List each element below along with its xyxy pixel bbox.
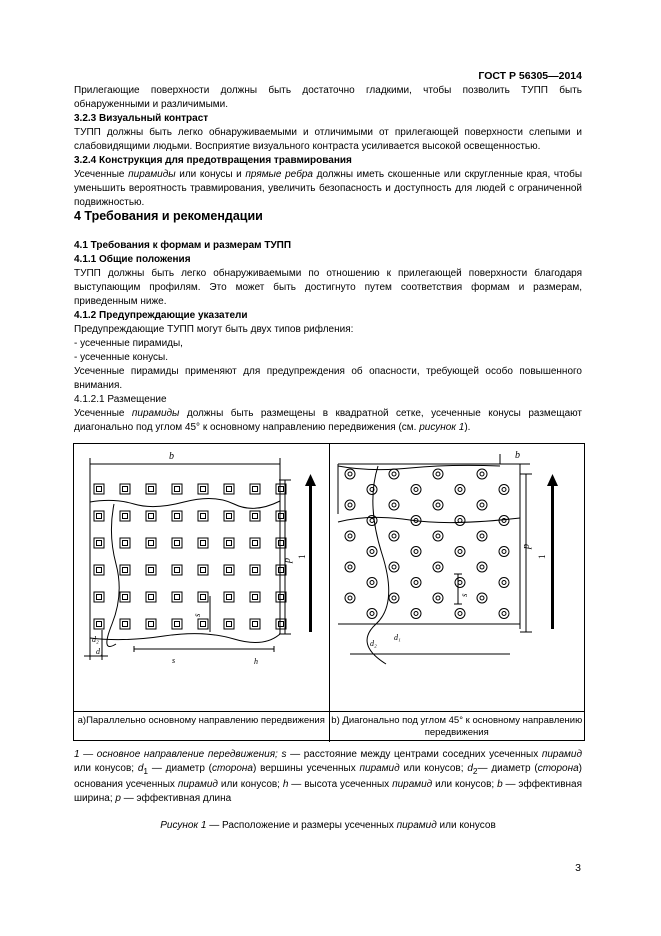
text-block-3 bbox=[74, 239, 582, 435]
pyramid-top bbox=[175, 568, 180, 573]
cone-base bbox=[367, 578, 377, 588]
cone-base bbox=[389, 562, 399, 572]
cone-base bbox=[433, 593, 443, 603]
cone-base bbox=[455, 578, 465, 588]
page-number: 3 bbox=[575, 862, 581, 874]
paragraph-general: ТУПП должны быть легко обнаруживаемыми по отношению к прилегающей поверхности благодаря выступающим профилям. Это может быть достигнуто путем соответствия формам и размерам, приведенным ниже. bbox=[74, 268, 582, 307]
cone-base bbox=[477, 531, 487, 541]
heading-4-1-2: 4.1.2 Предупреждающие указатели bbox=[74, 310, 248, 321]
pyramid-top bbox=[97, 595, 102, 600]
cone-top bbox=[370, 581, 374, 585]
pyramid-base bbox=[120, 592, 130, 602]
heading-4-1: 4.1 Требования к формам и размерам ТУПП bbox=[74, 240, 292, 251]
cone-base bbox=[367, 547, 377, 557]
cone-top bbox=[348, 565, 352, 569]
pyramid-base bbox=[250, 538, 260, 548]
pyramid-base bbox=[94, 484, 104, 494]
pyramid-base bbox=[94, 511, 104, 521]
pyramid-top bbox=[149, 514, 154, 519]
cone-base bbox=[345, 531, 355, 541]
heading-3-2-3: 3.2.3 Визуальный контраст bbox=[74, 113, 209, 124]
pyramid-top bbox=[123, 595, 128, 600]
pyramid-top bbox=[175, 514, 180, 519]
pyramid-top bbox=[123, 487, 128, 492]
figure-1 bbox=[73, 443, 585, 741]
cone-top bbox=[436, 565, 440, 569]
caption-a: а)Параллельно основному направлению передвижения bbox=[74, 712, 330, 742]
label-h: h bbox=[254, 657, 258, 666]
cone-top bbox=[348, 534, 352, 538]
cone-base bbox=[411, 578, 421, 588]
movement-direction-arrow bbox=[309, 484, 312, 632]
label-1-a: 1 bbox=[297, 554, 307, 559]
label-p-2: p bbox=[521, 544, 532, 549]
heading-4-1-1: 4.1.1 Общие положения bbox=[74, 254, 191, 265]
cone-top bbox=[502, 488, 506, 492]
pyramid-base bbox=[198, 538, 208, 548]
pyramid-top bbox=[123, 622, 128, 627]
cone-base bbox=[477, 469, 487, 479]
pyramid-top bbox=[253, 487, 258, 492]
pyramid-base bbox=[250, 511, 260, 521]
paragraph-pyramids-usage: Усеченные пирамиды применяют для предупреждения об опасности, требующей особо повышенного внимания. bbox=[74, 366, 582, 391]
pyramid-top bbox=[227, 568, 232, 573]
pyramid-top bbox=[227, 595, 232, 600]
pyramid-top bbox=[149, 541, 154, 546]
pyramid-base bbox=[146, 565, 156, 575]
cone-top bbox=[414, 612, 418, 616]
label-1-b: 1 bbox=[537, 554, 547, 559]
label-b-2: b bbox=[515, 450, 520, 461]
cone-top bbox=[348, 596, 352, 600]
cone-top bbox=[414, 488, 418, 492]
cone-top bbox=[502, 581, 506, 585]
pyramid-top bbox=[97, 487, 102, 492]
pyramid-top bbox=[97, 514, 102, 519]
pyramid-top bbox=[279, 622, 284, 627]
pyramid-base bbox=[120, 538, 130, 548]
list-item-cones: - усеченные конусы. bbox=[74, 352, 168, 363]
cone-base bbox=[499, 578, 509, 588]
pyramid-top bbox=[253, 541, 258, 546]
pyramid-base bbox=[94, 592, 104, 602]
pyramid-base bbox=[224, 592, 234, 602]
pyramid-top bbox=[201, 487, 206, 492]
text-block-2 bbox=[74, 209, 582, 223]
pyramid-base bbox=[250, 484, 260, 494]
pyramid-top bbox=[279, 595, 284, 600]
label-s-bottom: s bbox=[172, 656, 176, 665]
cone-base bbox=[499, 547, 509, 557]
cone-top bbox=[480, 472, 484, 476]
heading-3-2-4: 3.2.4 Конструкция для предотвращения травмирования bbox=[74, 155, 352, 166]
pyramid-top bbox=[149, 487, 154, 492]
paragraph-visual-contrast: ТУПП должны быть легко обнаруживаемыми и отличимыми от прилегающей поверхности слепыми и слабовидящими людьми. Восприятие визуального контраста усиливается высокой освещенностью. bbox=[74, 127, 582, 152]
pyramid-top bbox=[227, 487, 232, 492]
pyramid-top bbox=[149, 595, 154, 600]
cone-top bbox=[436, 503, 440, 507]
cone-top bbox=[414, 581, 418, 585]
cone-base bbox=[499, 609, 509, 619]
cone-top bbox=[458, 581, 462, 585]
cone-top bbox=[458, 550, 462, 554]
pyramid-base bbox=[94, 619, 104, 629]
pyramid-top bbox=[123, 568, 128, 573]
cone-base bbox=[367, 485, 377, 495]
document-code: ГОСТ Р 56305—2014 bbox=[478, 70, 582, 82]
cone-top bbox=[392, 472, 396, 476]
cone-base bbox=[389, 469, 399, 479]
cone-top bbox=[480, 565, 484, 569]
cone-base bbox=[345, 562, 355, 572]
pyramid-base bbox=[120, 511, 130, 521]
pyramid-base bbox=[146, 511, 156, 521]
pyramid-base bbox=[224, 484, 234, 494]
cone-base bbox=[455, 485, 465, 495]
cone-base bbox=[411, 609, 421, 619]
figure-panel-captions bbox=[74, 711, 584, 742]
cone-base bbox=[411, 547, 421, 557]
cone-base bbox=[477, 562, 487, 572]
cone-top bbox=[436, 534, 440, 538]
pyramid-base bbox=[146, 619, 156, 629]
cone-top bbox=[480, 534, 484, 538]
pyramid-top bbox=[149, 568, 154, 573]
cone-base bbox=[433, 531, 443, 541]
pyramid-top bbox=[279, 514, 284, 519]
diagram-pyramids-grid bbox=[74, 444, 329, 711]
pyramid-base bbox=[94, 538, 104, 548]
pyramid-base bbox=[198, 619, 208, 629]
cone-base bbox=[477, 593, 487, 603]
pyramid-base bbox=[198, 592, 208, 602]
cone-top bbox=[392, 503, 396, 507]
paragraph-warning-types: Предупреждающие ТУПП могут быть двух типов рифления: bbox=[74, 324, 354, 335]
paragraph-adjacent-surfaces: Прилегающие поверхности должны быть достаточно гладкими, чтобы позволить ТУПП быть обнаруженными и различимыми. bbox=[74, 85, 582, 110]
pyramid-base bbox=[172, 592, 182, 602]
cone-top bbox=[480, 503, 484, 507]
cone-top bbox=[370, 550, 374, 554]
cone-top bbox=[392, 534, 396, 538]
pyramid-base bbox=[250, 592, 260, 602]
pyramid-base bbox=[146, 484, 156, 494]
pyramid-top bbox=[201, 622, 206, 627]
cone-top bbox=[414, 550, 418, 554]
cone-top bbox=[458, 612, 462, 616]
cone-base bbox=[345, 469, 355, 479]
pyramid-top bbox=[253, 622, 258, 627]
pyramid-base bbox=[172, 619, 182, 629]
pyramid-top bbox=[97, 541, 102, 546]
figure-legend: 1 — основное направление передвижения; s — расстояние между центрами соседних усеченных пирамид или конусов; $d_1$ — диаметр (сторона) вершины усеченных пирамид или конусов; $d_2—$ диаметр (сторона) основания усеченных пирамид или конусов; h — высота усеченных пирамид или конусов; b — эффективная ширина; p — эффективная длина bbox=[74, 749, 583, 804]
movement-direction-arrow-b bbox=[551, 484, 554, 629]
pyramid-base bbox=[120, 565, 130, 575]
cone-base bbox=[455, 516, 465, 526]
pyramid-base bbox=[172, 511, 182, 521]
pyramid-top bbox=[123, 541, 128, 546]
cone-base bbox=[367, 609, 377, 619]
cone-base bbox=[345, 500, 355, 510]
pyramid-top bbox=[175, 622, 180, 627]
cone-top bbox=[436, 596, 440, 600]
pyramid-top bbox=[279, 541, 284, 546]
cone-top bbox=[370, 519, 374, 523]
label-d1: d₁ bbox=[96, 647, 103, 656]
pyramid-base bbox=[198, 484, 208, 494]
figure-caption: Рисунок 1 — Расположение и размеры усеченных пирамид или конусов bbox=[160, 820, 496, 831]
pyramid-base bbox=[94, 565, 104, 575]
pyramid-top bbox=[279, 568, 284, 573]
pyramid-top bbox=[227, 514, 232, 519]
cone-top bbox=[392, 596, 396, 600]
cone-top bbox=[348, 472, 352, 476]
pyramid-base bbox=[224, 511, 234, 521]
label-d1-2: d₁ bbox=[394, 633, 401, 642]
pyramid-base bbox=[120, 484, 130, 494]
cone-base bbox=[433, 469, 443, 479]
cone-top bbox=[480, 596, 484, 600]
text-block-1 bbox=[74, 84, 582, 210]
pyramid-top bbox=[201, 568, 206, 573]
pyramid-top bbox=[253, 595, 258, 600]
cone-base bbox=[455, 609, 465, 619]
paragraph-injury-prevention: Усеченные пирамиды или конусы и прямые ребра должны иметь скошенные или скругленные края, чтобы уменьшить вероятность травмирования, увеличить безопасность и доступность для людей с ограниченной подвижностью. bbox=[74, 169, 583, 208]
pyramid-top bbox=[253, 514, 258, 519]
pyramid-base bbox=[250, 619, 260, 629]
label-p: p bbox=[282, 558, 293, 563]
cone-base bbox=[433, 562, 443, 572]
label-d2: d₂ bbox=[92, 635, 99, 644]
pyramid-base bbox=[172, 565, 182, 575]
cone-top bbox=[502, 612, 506, 616]
paragraph-placement: Усеченные пирамиды должны быть размещены в квадратной сетке, усеченные конусы размещают диагонально под углом 45° к основному направлению передвижения (см. рисунок 1). bbox=[74, 408, 582, 433]
pyramid-top bbox=[123, 514, 128, 519]
cone-base bbox=[389, 500, 399, 510]
cone-top bbox=[458, 488, 462, 492]
pyramid-base bbox=[198, 565, 208, 575]
cone-top bbox=[502, 519, 506, 523]
pyramid-top bbox=[201, 541, 206, 546]
label-b: b bbox=[169, 451, 174, 462]
cone-base bbox=[455, 547, 465, 557]
pyramid-base bbox=[224, 565, 234, 575]
cone-base bbox=[345, 593, 355, 603]
cone-base bbox=[499, 485, 509, 495]
pyramid-top bbox=[201, 595, 206, 600]
heading-4: 4 Требования и рекомендации bbox=[74, 209, 263, 223]
pyramid-top bbox=[227, 622, 232, 627]
cone-top bbox=[370, 612, 374, 616]
pyramid-top bbox=[175, 595, 180, 600]
cone-base bbox=[389, 531, 399, 541]
diagram-cones-diagonal bbox=[330, 444, 585, 711]
pyramid-base bbox=[146, 538, 156, 548]
heading-4-1-2-1: 4.1.2.1 Размещение bbox=[74, 394, 167, 405]
pyramid-top bbox=[253, 568, 258, 573]
pyramid-top bbox=[175, 487, 180, 492]
pyramid-base bbox=[250, 565, 260, 575]
pyramid-base bbox=[120, 619, 130, 629]
pyramid-base bbox=[198, 511, 208, 521]
pyramid-top bbox=[97, 568, 102, 573]
cone-base bbox=[477, 500, 487, 510]
list-item-pyramids: - усеченные пирамиды, bbox=[74, 338, 183, 349]
cone-base bbox=[411, 485, 421, 495]
cone-top bbox=[392, 565, 396, 569]
pyramid-top bbox=[97, 622, 102, 627]
label-s: s bbox=[192, 613, 202, 617]
cone-base bbox=[433, 500, 443, 510]
cone-base bbox=[389, 593, 399, 603]
label-s-2: s bbox=[459, 593, 469, 597]
cone-top bbox=[348, 503, 352, 507]
label-d2-2: d₂ bbox=[370, 639, 377, 648]
caption-b: b) Диагонально под углом 45° к основному направлению передвижения bbox=[331, 715, 583, 738]
cone-top bbox=[458, 519, 462, 523]
cone-top bbox=[502, 550, 506, 554]
cone-top bbox=[436, 472, 440, 476]
pyramid-base bbox=[224, 619, 234, 629]
pyramid-top bbox=[175, 541, 180, 546]
pyramid-base bbox=[172, 484, 182, 494]
pyramid-top bbox=[201, 514, 206, 519]
pyramid-base bbox=[172, 538, 182, 548]
pyramid-base bbox=[146, 592, 156, 602]
pyramid-base bbox=[224, 538, 234, 548]
pyramid-top bbox=[279, 487, 284, 492]
pyramid-top bbox=[149, 622, 154, 627]
pyramid-top bbox=[227, 541, 232, 546]
